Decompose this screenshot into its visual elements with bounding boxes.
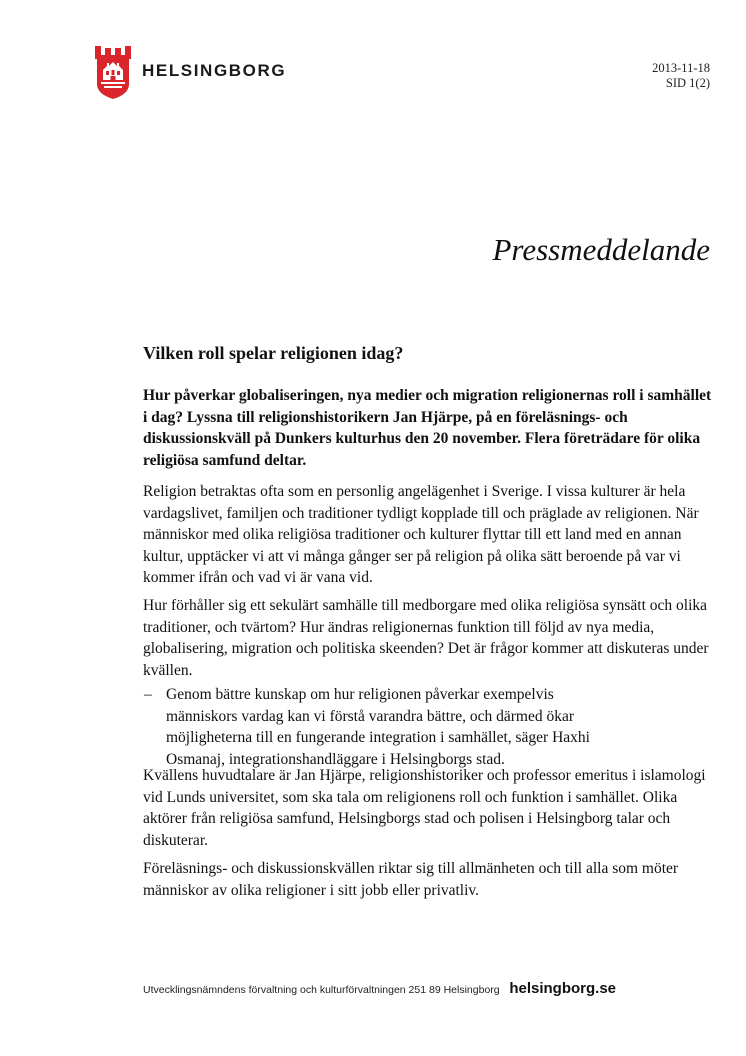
body-paragraph: Föreläsnings- och diskussionskvällen riktar sig till allmänheten och till alla som möter människor av olika religioner i sitt jobb eller privatliv.: [143, 860, 679, 899]
footer-website-link[interactable]: helsingborg.se: [509, 980, 616, 997]
headline: Vilken roll spelar religionen idag?: [143, 343, 404, 363]
logo-text: HELSINGBORG: [142, 61, 287, 80]
page-number: SID 1(2): [665, 76, 710, 90]
document-meta: [652, 61, 710, 91]
bullet-marker: –: [144, 686, 152, 703]
document-type: Pressmeddelande: [492, 232, 710, 267]
quote-bullet: [144, 684, 626, 770]
quote-text: Genom bättre kunskap om hur religionen påverkar exempelvis människors vardag kan vi förstå varandra bättre, och därmed ökar möjligheterna till en fungerande integration i samhället, säger Haxhi Osmanaj, integrationshandläggare i Helsingborgs stad.: [166, 686, 590, 768]
body-paragraph: Religion betraktas ofta som en personlig angelägenhet i Sverige. I vissa kulturer är hela vardagslivet, familjen och traditioner tydligt kopplade till och präglade av religionen. När människor med olika religiösa traditioner och kulturer flyttar till ett land med en annan kultur, upptäcker vi att vi många gånger ser på religion på olika sätt beroende på var vi kommer ifrån och vad vi är vana vid.: [143, 483, 699, 586]
helsingborg-crest-icon: [93, 44, 133, 100]
ingress: Hur påverkar globaliseringen, nya medier och migration religionernas roll i samhället i dag? Lyssna till religionshistorikern Jan Hjärpe, på en föreläsnings- och diskussionskväll på Dunkers kulturhus den 20 november. Flera företrädare för olika religiösa samfund deltar.: [143, 387, 712, 469]
footer-address: Utvecklingsnämndens förvaltning och kulturförvaltningen 251 89 Helsingborg: [143, 984, 500, 996]
document-date: 2013-11-18: [652, 61, 710, 75]
body-paragraph: Hur förhåller sig ett sekulärt samhälle till medborgare med olika religiösa synsätt och olika traditioner, och tvärtom? Hur ändras religionernas funktion till följd av nya media, globalisering, migration och politiska skeenden? Det är frågor kommer att diskuteras under kvällen.: [143, 597, 709, 679]
body-paragraph: Kvällens huvudtalare är Jan Hjärpe, religionshistoriker och professor emeritus i islamologi vid Lunds universitet, som ska tala om religionens roll och funktion i samhället. Olika aktörer från religiösa samfund, Helsingborgs stad och polisen i Helsingborg talar och diskuterar.: [143, 767, 706, 849]
